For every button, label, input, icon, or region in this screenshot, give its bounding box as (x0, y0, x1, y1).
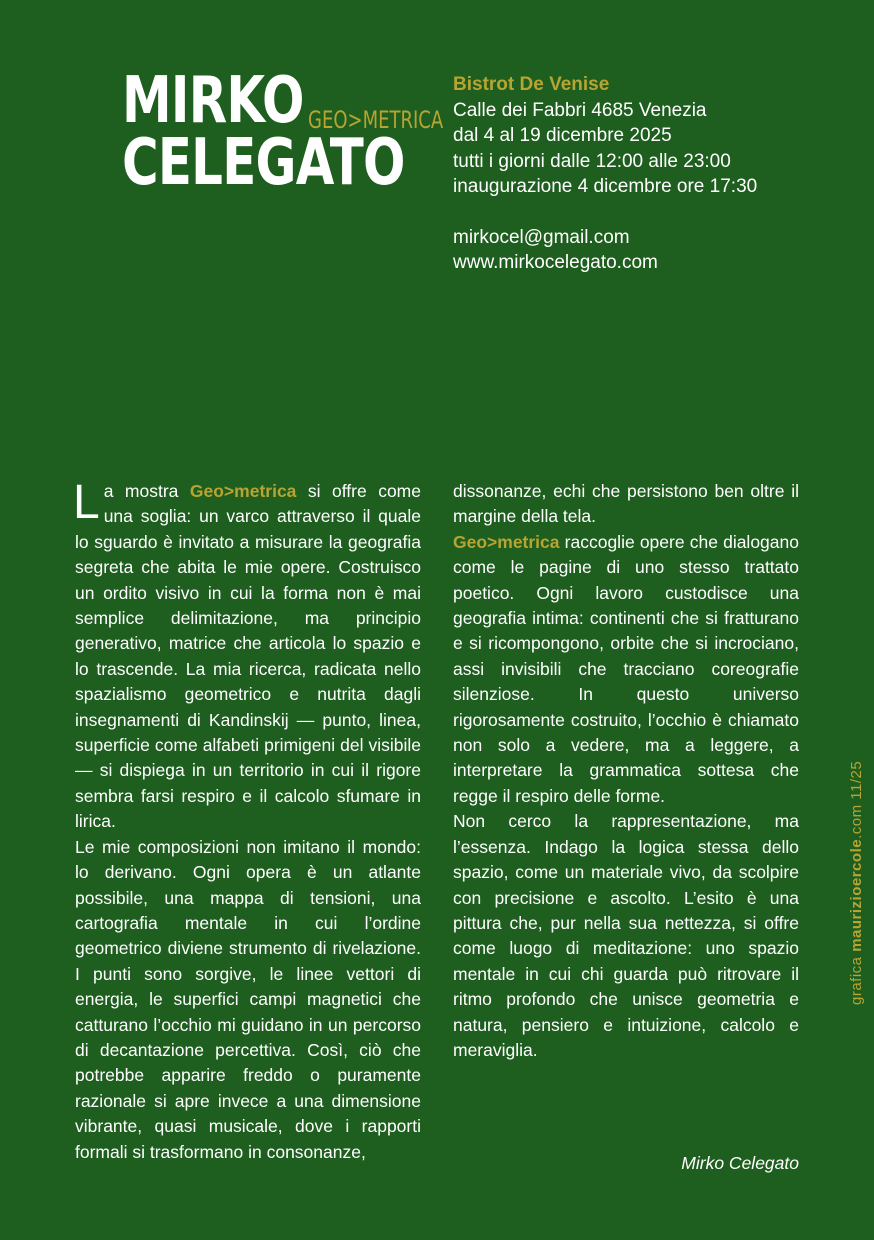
show-title: GEO>METRICA (308, 106, 444, 134)
paragraph-4: Non cerco la rappresentazione, ma l’essenza. Indago la logica stessa dello spazio, come un materiale vivo, da scolpire con precisione e ascolto. L’esito è una pittura che, pur nella sua nettezza, si offre come luogo di meditazione: uno spazio mentale in cui chi guarda può ritrovare il ritmo profondo che unisce geometria e natura, pensiero e intuizione, calcolo e meraviglia. (453, 811, 799, 1060)
artist-first-name: MIRKO (122, 64, 304, 138)
event-dates: dal 4 al 19 dicembre 2025 (453, 125, 672, 146)
highlight-title: Geo>metrica (189, 481, 297, 501)
highlight-title: Geo>metrica (453, 531, 560, 552)
paragraph-2-continued: dissonanze, echi che persistono ben oltre il margine della tela. (453, 481, 799, 527)
paragraph-1: La mostra Geo>metrica si offre come una soglia: un varco attraverso il quale lo sguardo è invitato a misurare la geografia segreta che abita le mie opere. Costruisco un ordito visivo in cui la forma non è mai semplice delimitazione, ma principio generativo, matrice che articola lo spazio e lo trascende. La mia ricerca, radicata nello spazialismo geometrico e nutrita dagli insegnamenti di Kandinskij — punto, linea, superficie come alfabeti primigeni del visibile — si dispiega in un territorio in cui il rigore sembra farsi respiro e il calcolo sfumare in lirica. (73, 476, 421, 832)
venue-address: Calle dei Fabbri 4685 Venezia (453, 99, 707, 121)
text-column-right (453, 479, 799, 1063)
contact-email: mirkocel@gmail.com (453, 226, 630, 248)
signature: Mirko Celegato (681, 1153, 799, 1173)
event-hours: tutti i giorni dalle 12:00 alle 23:00 (453, 150, 731, 172)
design-credit: grafica maurizioercole.com 11/25 (848, 760, 865, 1005)
event-opening: inaugurazione 4 dicembre ore 17:30 (453, 176, 758, 197)
paragraph-3: Geo>metrica raccoglie opere che dialogano come le pagine di uno stesso trattato poetico. Ogni lavoro custodisce una geografia intima: continenti che si fratturano e si ricompongono, orbite che si incrociano, assi invisibili che tracciano coreografie silenziose. In questo universo rigorosamente costruito, l’occhio è chiamato non solo a vedere, ma a leggere, a interpretare la grammatica sottesa che regge il respiro delle forme. (453, 531, 799, 806)
event-info (453, 72, 757, 276)
artist-last-name: CELEGATO (122, 126, 405, 200)
paragraph-2: Le mie composizioni non imitano il mondo: lo derivano. Ogni opera è un atlante possibile, una mappa di tensioni, una cartografia mentale in cui l’ordine geometrico diviene strumento di rivelazione. I punti sono sorgive, le linee vettori di energia, le superfici campi magnetici che catturano l’occhio mi guidano in un percorso di decantazione percettiva. Così, ciò che potrebbe apparire freddo o puramente razionale si apre invece a una dimensione vibrante, quasi musicale, dove i rapporti formali si trasformano in consonanze, (75, 836, 421, 1162)
venue-name: Bistrot De Venise (453, 74, 610, 95)
text-column-left (73, 476, 421, 1165)
contact-website: www.mirkocelegato.com (453, 252, 658, 273)
drop-cap: L (73, 476, 100, 529)
